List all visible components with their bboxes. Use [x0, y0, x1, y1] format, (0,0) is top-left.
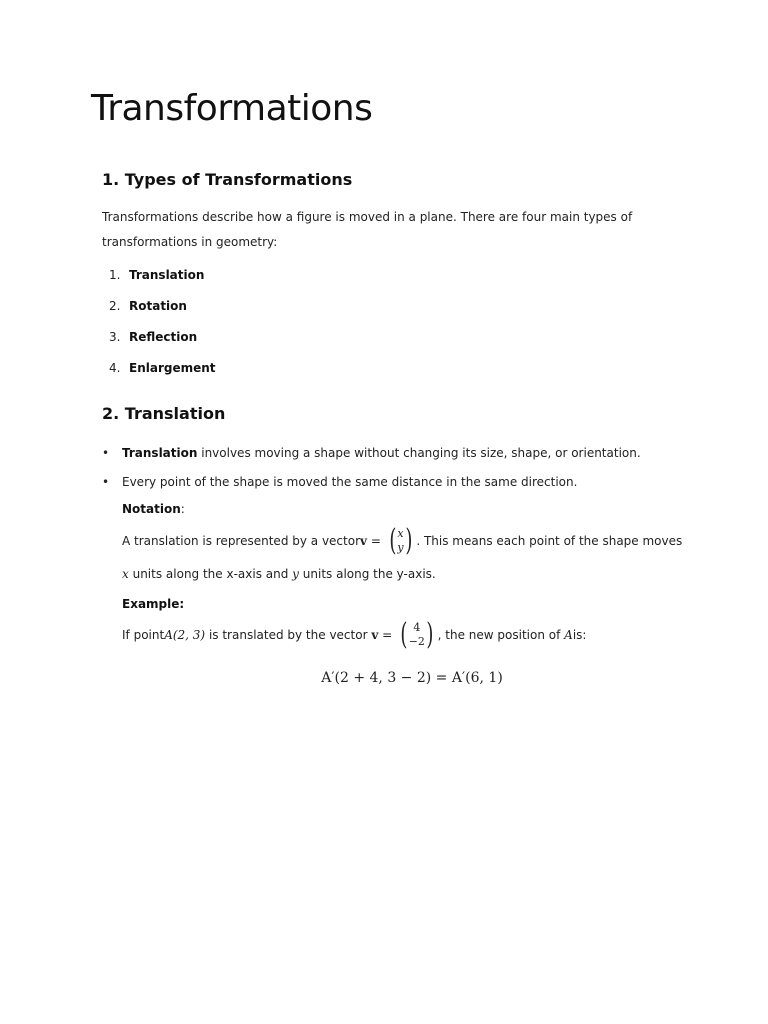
vector-symbol: v — [360, 534, 367, 548]
bullet-text: Every point of the shape is moved the same distance in the same direction. — [122, 475, 578, 489]
list-item-label: Rotation — [129, 299, 187, 313]
notation-block — [122, 499, 682, 584]
list-number: 2. — [109, 299, 121, 313]
right-paren: ) — [426, 617, 434, 652]
notation-colon: : — [180, 502, 185, 516]
intro-paragraph: Transformations describe how a figure is moved in a plane. There are four main types of transformations in geometry: — [102, 210, 633, 249]
list-item-label: Reflection — [129, 330, 198, 344]
section-translation — [102, 404, 682, 686]
example-text: , the new position of — [437, 628, 565, 642]
list-item — [102, 263, 682, 294]
notation-text: . This means each point of the shape moves — [416, 534, 683, 548]
list-item-label: Translation — [129, 268, 205, 282]
right-paren: ) — [404, 523, 412, 558]
list-item — [102, 294, 682, 325]
bullet-bold-term: Translation — [122, 446, 198, 460]
vector-symbol: v — [371, 628, 379, 642]
notation-text: units along the x-axis and — [128, 567, 293, 581]
bullet-text: involves moving a shape without changing its size, shape, or orientation. — [197, 446, 641, 460]
section-heading: 1. Types of Transformations — [102, 170, 353, 189]
bullet-item — [102, 443, 682, 463]
section-heading: 2. Translation — [102, 404, 226, 423]
notation-line-2 — [122, 564, 682, 584]
example-text: is: — [572, 628, 587, 642]
notation-text: A translation is represented by a vector — [122, 534, 361, 548]
vector-entries — [397, 527, 403, 555]
types-list — [102, 263, 682, 387]
example-label: Example: — [122, 597, 185, 611]
example-text: is translated by the vector — [205, 628, 372, 642]
example-line — [122, 614, 682, 656]
math-point-name: A — [564, 628, 573, 642]
bullet-item — [102, 472, 682, 492]
list-item — [102, 356, 682, 387]
notation-text: units along the y-axis. — [298, 567, 436, 581]
translation-bullets — [102, 443, 682, 492]
bullet-dot: • — [102, 475, 110, 489]
left-paren: ( — [389, 523, 397, 558]
list-item — [102, 325, 682, 356]
vector-top-entry: x — [397, 527, 404, 540]
notation-line-1 — [122, 519, 682, 563]
display-equation: A′(2 + 4, 3 − 2) = A′(6, 1) — [321, 670, 503, 686]
vector-bottom-entry: y — [397, 541, 404, 554]
list-number: 4. — [109, 361, 121, 375]
notation-heading — [122, 499, 682, 519]
math-var-x: x — [122, 567, 129, 581]
vector-bottom-entry: −2 — [408, 635, 425, 648]
list-number: 1. — [109, 268, 121, 282]
list-item-label: Enlargement — [129, 361, 216, 375]
math-var-y: y — [292, 567, 299, 581]
column-vector — [387, 523, 415, 558]
math-point: A(2, 3) — [164, 628, 206, 642]
example-text: If point — [122, 628, 165, 642]
equals-sign: = — [378, 628, 396, 642]
vector-entries — [409, 621, 425, 649]
notation-label: Notation — [122, 502, 181, 516]
vector-top-entry: 4 — [413, 621, 421, 634]
left-paren: ( — [400, 617, 408, 652]
equals-sign: = — [367, 534, 385, 548]
section-types-of-transformations — [102, 170, 682, 387]
page-title: Transformations — [91, 88, 373, 129]
example-block — [122, 594, 682, 686]
column-vector — [398, 617, 436, 652]
list-number: 3. — [109, 330, 121, 344]
bullet-dot: • — [102, 446, 110, 460]
